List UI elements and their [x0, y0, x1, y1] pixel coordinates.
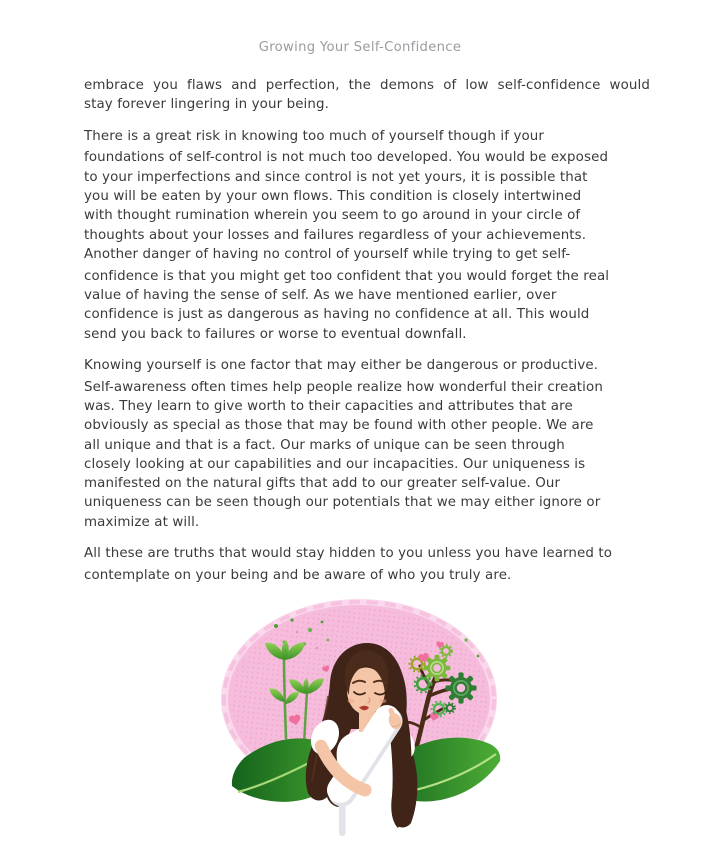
- body-text: [84, 76, 650, 597]
- text-line: Self-awareness often times help people realize how wonderful their creation: [84, 379, 603, 395]
- text-line: stay forever lingering in your being.: [84, 97, 330, 113]
- text-line: send you back to failures or worse to eventual downfall.: [84, 326, 467, 342]
- self-hug-illustration: [218, 596, 506, 846]
- text-line: uniqueness can be seen though our potentials that we may either ignore or: [84, 495, 601, 511]
- text-line: confidence is just as dangerous as having no confidence at all. This would: [84, 307, 590, 323]
- text-line: embrace you flaws and perfection, the demons of low self-confidence would: [84, 78, 650, 93]
- text-line: to your imperfections and since control is not yet yours, it is possible that: [84, 169, 588, 185]
- text-line: with thought rumination wherein you seem to go around in your circle of: [84, 208, 581, 224]
- gear-icon: [445, 672, 476, 703]
- text-line: All these are truths that would stay hidden to you unless you have learned to: [84, 546, 613, 562]
- text-line: confidence is that you might get too confident that you would forget the real: [84, 268, 610, 284]
- text-line: Another danger of having no control of yourself while trying to get self-: [84, 246, 571, 262]
- text-line: obviously as special as those that may be found with other people. We are: [84, 418, 594, 434]
- chapter-title: Growing Your Self-Confidence: [258, 40, 462, 55]
- text-line: contemplate on your being and be aware of who you truly are.: [84, 567, 512, 583]
- text-line: closely looking at our capabilities and our incapacities. Our uniqueness is: [84, 456, 586, 472]
- text-line: you will be eaten by your own flows. This condition is closely intertwined: [84, 188, 582, 204]
- text-line: was. They learn to give worth to their capacities and attributes that are: [84, 398, 573, 414]
- text-line: There is a great risk in knowing too much of yourself though if your: [84, 128, 545, 144]
- paragraph: [84, 544, 650, 585]
- text-line: Knowing yourself is one factor that may either be dangerous or productive.: [84, 357, 599, 373]
- text-line: all unique and that is a fact. Our marks of unique can be seen through: [84, 437, 565, 453]
- text-line: value of having the sense of self. As we have mentioned earlier, over: [84, 287, 557, 303]
- text-line: thoughts about your losses and failures regardless of your achievements.: [84, 227, 587, 243]
- paragraph: [84, 127, 650, 344]
- paragraph: [84, 356, 650, 532]
- paragraph: [84, 76, 650, 115]
- text-line: foundations of self-control is not much too developed. You would be exposed: [84, 150, 609, 166]
- text-line: maximize at will.: [84, 514, 200, 530]
- text-line: manifested on the natural gifts that add to our greater self-value. Our: [84, 476, 561, 492]
